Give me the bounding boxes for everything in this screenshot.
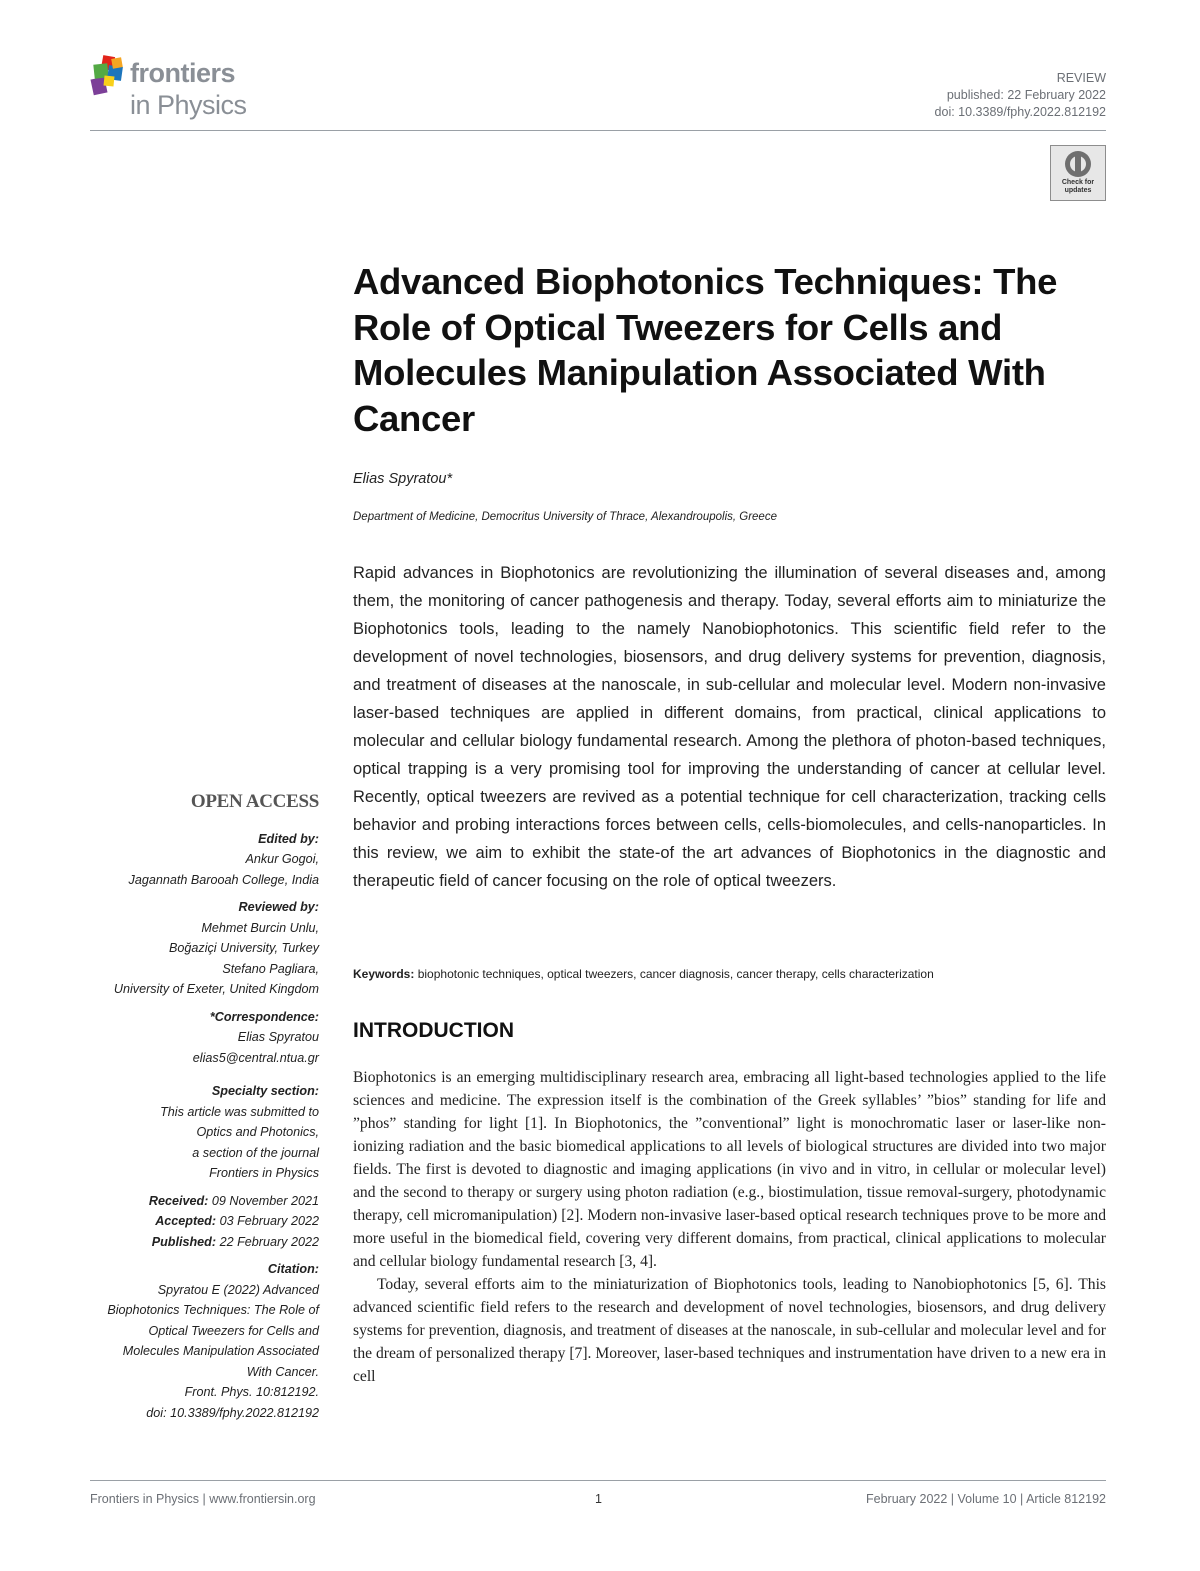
- editor-name[interactable]: Ankur Gogoi,: [245, 852, 319, 866]
- introduction-paragraph-2: Today, several efforts aim to the miniaturization of Biophotonics tools, leading to Nanobiophotonics [5, 6]. This advanced scientific field refers to the research and development of novel technologies, biosensors, and drug delivery systems for prevention, diagnosis, and treatment of diseases at the nanoscale, in sub-cellular and molecular level and for the dream of personalized therapy [7]. Moreover, laser-based techniques and instrumentation have driven to a new era in cell: [353, 1276, 1106, 1385]
- citation-line-1: Spyratou E (2022) Advanced: [157, 1282, 319, 1297]
- citation-line-3: Optical Tweezers for Cells and: [148, 1323, 319, 1338]
- article-meta: [935, 70, 1106, 121]
- section-heading-introduction: INTRODUCTION: [353, 1019, 514, 1042]
- correspondence-section: [59, 1007, 319, 1069]
- published-line: [59, 1232, 319, 1253]
- keywords: [353, 967, 1113, 981]
- reviewed-by-heading: Reviewed by:: [238, 900, 319, 914]
- header-divider: [90, 130, 1106, 131]
- specialty-heading: Specialty section:: [211, 1084, 319, 1098]
- accepted-date: 03 February 2022: [219, 1214, 319, 1228]
- reviewer-1-affiliation: Boğaziçi University, Turkey: [169, 941, 319, 955]
- specialty-line-2: Optics and Photonics,: [196, 1125, 319, 1139]
- citation-doi[interactable]: doi: 10.3389/fphy.2022.812192: [146, 1405, 319, 1420]
- dates-section: [59, 1191, 319, 1253]
- accepted-label: Accepted:: [155, 1214, 217, 1228]
- logo-journal-name: in Physics: [130, 90, 247, 120]
- frontiers-logo-icon: [90, 52, 128, 98]
- logo-wordmark: frontiers: [130, 58, 236, 88]
- specialty-line-4: Frontiers in Physics: [209, 1166, 319, 1180]
- edited-by-heading: Edited by:: [258, 831, 319, 846]
- article-info-sidebar: [59, 792, 319, 1430]
- footer-divider: [90, 1480, 1106, 1481]
- published-date: published: 22 February 2022: [946, 88, 1106, 102]
- reviewer-1-name[interactable]: Mehmet Burcin Unlu,: [201, 920, 319, 935]
- correspondence-heading: *Correspondence:: [209, 1009, 319, 1024]
- crossmark-icon: [1051, 148, 1105, 180]
- footer-issue-info: February 2022 | Volume 10 | Article 812192: [866, 1492, 1106, 1506]
- article-title: Advanced Biophotonics Techniques: The Role of Optical Tweezers for Cells and Molecules Manipulation Associated With Cancer: [353, 261, 1058, 439]
- open-access-label: OPEN ACCESS: [190, 791, 319, 812]
- correspondence-email[interactable]: elias5@central.ntua.gr: [192, 1050, 319, 1065]
- article-type: REVIEW: [1056, 71, 1106, 85]
- crossmark-label: Check for updates: [1061, 179, 1095, 194]
- specialty-line-3: a section of the journal: [192, 1145, 319, 1160]
- received-date: 09 November 2021: [211, 1193, 319, 1208]
- edited-by-section: [59, 829, 319, 891]
- received-label: Received:: [148, 1193, 209, 1208]
- introduction-body: [353, 1066, 1106, 1388]
- citation-heading: Citation:: [267, 1262, 319, 1276]
- check-for-updates-button[interactable]: [1050, 145, 1106, 201]
- introduction-paragraph-1: Biophotonics is an emerging multidisciplinary research area, embracing all light-based technologies applied to the life sciences and medicine. The expression itself is the combination of the Greek syllables’ ”bios” standing for life and ”phos” standing for light [1]. In Biophotonics, the ”conventional” light is monochromatic laser or laser-like non-ionizing radiation and the basic biomedical applications to all levels of biological structures are divided into two major fields. The first is devoted to diagnostic and imaging applications (in vivo and in vitro, in cellular or molecular level) and the second to therapy or surgery using photon radiation (e.g., biostimulation, tissue removal-surgery, photodynamic therapy, cell micromanipulation) [2]. Modern non-invasive laser-based optical research techniques prove to be more and more useful in the biomedical field, covering very different domains, from practical, clinical applications to molecular and cellular biology fundamental research [3, 4].: [353, 1069, 1106, 1270]
- page-number: 1: [595, 1492, 602, 1506]
- keywords-text: biophotonic techniques, optical tweezers, cancer diagnosis, cancer therapy, cells characterization: [417, 967, 934, 981]
- citation-line-6: Front. Phys. 10:812192.: [184, 1385, 319, 1399]
- citation-line-2: Biophotonics Techniques: The Role of: [107, 1303, 319, 1317]
- reviewer-2-name[interactable]: Stefano Pagliara,: [222, 961, 319, 976]
- specialty-section: [59, 1081, 319, 1184]
- citation-line-4: Molecules Manipulation Associated: [122, 1344, 319, 1358]
- published-label: Published:: [151, 1234, 217, 1249]
- accepted-line: [59, 1211, 319, 1232]
- published-date-sidebar: 22 February 2022: [219, 1234, 319, 1249]
- specialty-line-1: This article was submitted to: [160, 1104, 319, 1119]
- correspondence-name: Elias Spyratou: [237, 1030, 319, 1044]
- reviewer-2-affiliation: University of Exeter, United Kingdom: [113, 982, 319, 996]
- citation-section: [59, 1259, 319, 1423]
- article-doi[interactable]: doi: 10.3389/fphy.2022.812192: [934, 105, 1106, 119]
- editor-affiliation: Jagannath Barooah College, India: [128, 872, 319, 887]
- keywords-label: Keywords:: [353, 967, 415, 981]
- received-line: [59, 1191, 319, 1212]
- abstract: Rapid advances in Biophotonics are revolutionizing the illumination of several diseases and, among them, the monitoring of cancer pathogenesis and therapy. Today, several efforts aim to miniaturize the Biophotonics tools, leading to the namely Nanobiophotonics. This scientific field refer to the development of novel technologies, biosensors, and drug delivery systems for prevention, diagnosis, and treatment of diseases at the nanoscale, in sub-cellular and molecular level. Modern non-invasive laser-based techniques are applied in different domains, from practical, clinical applications to molecular and cellular biology fundamental research. Among the plethora of photon-based techniques, optical trapping is a very promising tool for improving the understanding of cancer at cellular level. Recently, optical tweezers are revived as a potential technique for cell characterization, tracking cells behavior and probing interactions forces between cells, cells-biomolecules, and cells-nanoparticles. In this review, we aim to exhibit the state-of the art advances of Biophotonics in the diagnostic and therapeutic field of cancer focusing on the role of optical tweezers.: [353, 564, 1106, 890]
- footer-journal-link[interactable]: Frontiers in Physics | www.frontiersin.org: [90, 1492, 316, 1506]
- author-affiliation: Department of Medicine, Democritus University of Thrace, Alexandroupolis, Greece: [353, 511, 777, 523]
- author-name[interactable]: Elias Spyratou*: [353, 471, 453, 487]
- reviewed-by-section: [59, 897, 319, 1000]
- citation-line-5: With Cancer.: [246, 1364, 319, 1379]
